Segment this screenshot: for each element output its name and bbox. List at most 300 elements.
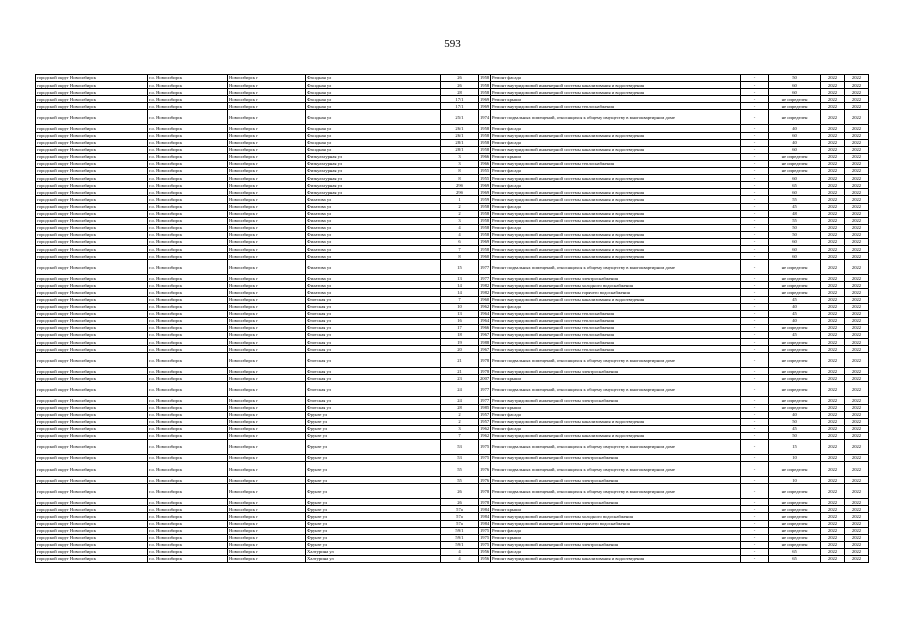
municipality-cell: г.о. Новосибирск [148, 375, 228, 382]
municipality-cell: г.о. Новосибирск [148, 368, 228, 375]
end-year-cell: 2022 [845, 182, 869, 189]
cost-cell: 50 [769, 224, 821, 231]
table-row [36, 317, 869, 324]
work-type-cell: Ремонт внутридомовой инженерной системы теплоснабжения [491, 339, 741, 346]
district-cell: городской округ Новосибирск [36, 404, 148, 411]
cost-cell: 50 [769, 75, 821, 82]
dash-cell: - [741, 534, 769, 541]
house-number-cell: 21 [441, 353, 479, 368]
work-type-cell: Ремонт внутридомовой инженерной системы теплоснабжения [491, 160, 741, 167]
municipality-cell: г.о. Новосибирск [148, 432, 228, 439]
work-type-cell: Ремонт фасада [491, 203, 741, 210]
end-year-cell: 2022 [845, 153, 869, 160]
district-cell: городской округ Новосибирск [36, 282, 148, 289]
house-number-cell: 25/1 [441, 110, 479, 125]
house-number-cell: 28/1 [441, 146, 479, 153]
start-year-cell: 2022 [821, 282, 845, 289]
end-year-cell: 2022 [845, 411, 869, 418]
end-year-cell: 2022 [845, 324, 869, 331]
work-type-cell: Ремонт внутридомовой инженерной системы канализования и водоотведения [491, 231, 741, 238]
build-year-cell: 1969 [480, 182, 490, 188]
cost-cell: не определен [769, 160, 821, 167]
house-number-cell: 14 [441, 282, 479, 289]
cost-cell: не определен [769, 168, 821, 175]
cost-cell: 48 [769, 210, 821, 217]
work-type-cell: Ремонт внутридомовой инженерной системы канализования и водоотведения [491, 146, 741, 153]
house-number-cell: 4 [441, 224, 479, 231]
work-type-cell: Ремонт внутридомовой инженерной системы канализования и водоотведения [491, 132, 741, 139]
city-cell: Новосибирск г [228, 462, 306, 477]
street-cell: Филатова ул [306, 246, 441, 253]
street-cell: Флотская ул [306, 332, 441, 339]
work-type-cell: Ремонт внутридомовой инженерной системы электроснабжения [491, 541, 741, 548]
work-type-cell: Ремонт внутридомовой инженерной системы электроснабжения [491, 499, 741, 506]
build-year-cell: 1958 [480, 246, 490, 252]
work-type-cell: Ремонт крыши [491, 404, 741, 411]
build-year-cell: 1962 [480, 426, 490, 432]
work-type-cell: Ремонт внутридомовой инженерной системы канализования и водоотведения [491, 189, 741, 196]
cost-cell: не определен [769, 462, 821, 477]
cost-cell: 40 [769, 411, 821, 418]
work-type-cell: Ремонт крыши [491, 96, 741, 103]
work-type-cell: Ремонт внутридомовой инженерной системы электроснабжения [491, 397, 741, 404]
work-type-cell: Ремонт крыши [491, 375, 741, 382]
house-number-cell: 7 [441, 246, 479, 253]
table-row [36, 332, 869, 339]
end-year-cell: 2022 [845, 484, 869, 499]
municipality-cell: г.о. Новосибирск [148, 96, 228, 103]
district-cell: городской округ Новосибирск [36, 231, 148, 238]
dash-cell: - [741, 404, 769, 411]
district-cell: городской округ Новосибирск [36, 103, 148, 110]
start-year-cell: 2022 [821, 82, 845, 89]
dash-cell: - [741, 103, 769, 110]
district-cell: городской округ Новосибирск [36, 462, 148, 477]
work-type-cell: Ремонт фасада [491, 125, 741, 132]
district-cell: городской округ Новосибирск [36, 96, 148, 103]
city-cell: Новосибирск г [228, 404, 306, 411]
municipality-cell: г.о. Новосибирск [148, 231, 228, 238]
district-cell: городской округ Новосибирск [36, 534, 148, 541]
end-year-cell: 2022 [845, 110, 869, 125]
dash-cell: - [741, 432, 769, 439]
dash-cell: - [741, 196, 769, 203]
build-year-cell: 1958 [480, 218, 490, 224]
table-row [36, 425, 869, 432]
end-year-cell: 2022 [845, 82, 869, 89]
city-cell: Новосибирск г [228, 418, 306, 425]
city-cell: Новосибирск г [228, 217, 306, 224]
build-year-cell: 1960 [480, 253, 490, 259]
cost-cell: 60 [769, 132, 821, 139]
end-year-cell: 2022 [845, 217, 869, 224]
house-number-cell: 28/1 [441, 139, 479, 146]
work-type-cell: Ремонт фасада [491, 182, 741, 189]
municipality-cell: г.о. Новосибирск [148, 160, 228, 167]
cost-cell: 60 [769, 175, 821, 182]
end-year-cell: 2022 [845, 527, 869, 534]
house-number-cell: 17 [441, 324, 479, 331]
district-cell: городской округ Новосибирск [36, 238, 148, 245]
house-number-cell: 14 [441, 289, 479, 296]
street-cell: Флотская ул [306, 346, 441, 353]
dash-cell: - [741, 189, 769, 196]
street-cell: Фрунзе ул [306, 513, 441, 520]
build-year-cell: 1966 [480, 325, 490, 331]
dash-cell: - [741, 282, 769, 289]
dash-cell: - [741, 82, 769, 89]
house-number-cell: 13 [441, 275, 479, 282]
house-number-cell: 28 [441, 89, 479, 96]
table-row [36, 339, 869, 346]
start-year-cell: 2022 [821, 182, 845, 189]
start-year-cell: 2022 [821, 203, 845, 210]
dash-cell: - [741, 339, 769, 346]
table-row [36, 168, 869, 175]
district-cell: городской округ Новосибирск [36, 224, 148, 231]
work-type-cell: Ремонт внутридомовой инженерной системы канализования и водоотведения [491, 175, 741, 182]
street-cell: Филатова ул [306, 282, 441, 289]
cost-cell: 10 [769, 455, 821, 462]
dash-cell: - [741, 182, 769, 189]
work-type-cell: Ремонт внутридомовой инженерной системы канализования и водоотведения [491, 89, 741, 96]
build-year-cell: 1969 [480, 96, 490, 102]
end-year-cell: 2022 [845, 404, 869, 411]
start-year-cell: 2022 [821, 382, 845, 397]
dash-cell: - [741, 203, 769, 210]
district-cell: городской округ Новосибирск [36, 368, 148, 375]
district-cell: городской округ Новосибирск [36, 353, 148, 368]
municipality-cell: г.о. Новосибирск [148, 455, 228, 462]
table-row [36, 506, 869, 513]
build-year-cell: 1958 [480, 232, 490, 238]
city-cell: Новосибирск г [228, 182, 306, 189]
city-cell: Новосибирск г [228, 153, 306, 160]
city-cell: Новосибирск г [228, 246, 306, 253]
cost-cell: не определен [769, 397, 821, 404]
city-cell: Новосибирск г [228, 499, 306, 506]
table-row [36, 541, 869, 548]
table-row [36, 548, 869, 555]
street-cell: Фасадная ул [306, 82, 441, 89]
city-cell: Новосибирск г [228, 196, 306, 203]
municipality-cell: г.о. Новосибирск [148, 382, 228, 397]
street-cell: Фасадная ул [306, 132, 441, 139]
build-year-cell: 1984 [480, 506, 490, 512]
end-year-cell: 2022 [845, 75, 869, 82]
house-number-cell: 3 [441, 425, 479, 432]
table-body [36, 75, 869, 563]
house-number-cell: 59/1 [441, 527, 479, 534]
table-row [36, 246, 869, 253]
house-number-cell: 26 [441, 82, 479, 89]
build-year-cell: 1957 [480, 419, 490, 425]
district-cell: городской округ Новосибирск [36, 484, 148, 499]
cost-cell: 40 [769, 317, 821, 324]
city-cell: Новосибирск г [228, 146, 306, 153]
district-cell: городской округ Новосибирск [36, 139, 148, 146]
start-year-cell: 2022 [821, 506, 845, 513]
cost-cell: не определен [769, 499, 821, 506]
start-year-cell: 2022 [821, 440, 845, 455]
end-year-cell: 2022 [845, 534, 869, 541]
cost-cell: не определен [769, 103, 821, 110]
end-year-cell: 2022 [845, 103, 869, 110]
municipality-cell: г.о. Новосибирск [148, 196, 228, 203]
city-cell: Новосибирск г [228, 253, 306, 260]
end-year-cell: 2022 [845, 289, 869, 296]
municipality-cell: г.о. Новосибирск [148, 440, 228, 455]
cost-cell: 45 [769, 425, 821, 432]
start-year-cell: 2022 [821, 477, 845, 484]
cost-cell: не определен [769, 506, 821, 513]
district-cell: городской округ Новосибирск [36, 418, 148, 425]
dash-cell: - [741, 168, 769, 175]
table-row [36, 160, 869, 167]
city-cell: Новосибирск г [228, 425, 306, 432]
dash-cell: - [741, 484, 769, 499]
cost-cell: 60 [769, 146, 821, 153]
start-year-cell: 2022 [821, 346, 845, 353]
work-type-cell: Ремонт внутридомовой инженерной системы канализования и водоотведения [491, 210, 741, 217]
dash-cell: - [741, 260, 769, 275]
house-number-cell: 57а [441, 513, 479, 520]
street-cell: Физкультурная ул [306, 160, 441, 167]
build-year-cell: 1964 [480, 311, 490, 317]
municipality-cell: г.о. Новосибирск [148, 139, 228, 146]
house-number-cell: 26 [441, 499, 479, 506]
street-cell: Физкультурная ул [306, 168, 441, 175]
city-cell: Новосибирск г [228, 440, 306, 455]
city-cell: Новосибирск г [228, 289, 306, 296]
cost-cell: 65 [769, 555, 821, 562]
end-year-cell: 2022 [845, 224, 869, 231]
build-year-cell: 1960 [480, 296, 490, 302]
cost-cell: 50 [769, 418, 821, 425]
end-year-cell: 2022 [845, 440, 869, 455]
work-type-cell: Ремонт внутридомовой инженерной системы холодного водоснабжения [491, 513, 741, 520]
house-number-cell: 1 [441, 196, 479, 203]
street-cell: Фасадная ул [306, 146, 441, 153]
work-type-cell: Ремонт внутридомовой инженерной системы холодного водоснабжения [491, 282, 741, 289]
house-number-cell: 26/1 [441, 125, 479, 132]
dash-cell: - [741, 555, 769, 562]
municipality-cell: г.о. Новосибирск [148, 541, 228, 548]
municipality-cell: г.о. Новосибирск [148, 339, 228, 346]
end-year-cell: 2022 [845, 368, 869, 375]
start-year-cell: 2022 [821, 160, 845, 167]
start-year-cell: 2022 [821, 175, 845, 182]
dash-cell: - [741, 346, 769, 353]
district-cell: городской округ Новосибирск [36, 397, 148, 404]
dash-cell: - [741, 132, 769, 139]
table-row [36, 139, 869, 146]
start-year-cell: 2022 [821, 275, 845, 282]
work-type-cell: Ремонт внутридомовой инженерной системы электроснабжения [491, 275, 741, 282]
end-year-cell: 2022 [845, 96, 869, 103]
street-cell: Фрунзе ул [306, 527, 441, 534]
table-row [36, 103, 869, 110]
end-year-cell: 2022 [845, 332, 869, 339]
street-cell: Филатова ул [306, 210, 441, 217]
build-year-cell: 1978 [480, 499, 490, 505]
cost-cell: не определен [769, 353, 821, 368]
table-row [36, 238, 869, 245]
cost-cell: не определен [769, 513, 821, 520]
dash-cell: - [741, 253, 769, 260]
street-cell: Физкультурная ул [306, 182, 441, 189]
municipality-cell: г.о. Новосибирск [148, 182, 228, 189]
house-number-cell: 59/1 [441, 534, 479, 541]
end-year-cell: 2022 [845, 89, 869, 96]
house-number-cell: 24 [441, 397, 479, 404]
work-type-cell: Ремонт внутридомовой инженерной системы канализования и водоотведения [491, 253, 741, 260]
district-cell: городской округ Новосибирск [36, 210, 148, 217]
dash-cell: - [741, 153, 769, 160]
house-number-cell: 24 [441, 382, 479, 397]
city-cell: Новосибирск г [228, 432, 306, 439]
work-type-cell: Ремонт подвальных помещений, относящихся к общему имуществу в многоквартирном доме [491, 382, 741, 397]
dash-cell: - [741, 175, 769, 182]
start-year-cell: 2022 [821, 196, 845, 203]
end-year-cell: 2022 [845, 462, 869, 477]
dash-cell: - [741, 231, 769, 238]
municipality-cell: г.о. Новосибирск [148, 217, 228, 224]
end-year-cell: 2022 [845, 353, 869, 368]
municipality-cell: г.о. Новосибирск [148, 462, 228, 477]
cost-cell: 65 [769, 182, 821, 189]
city-cell: Новосибирск г [228, 397, 306, 404]
table-row [36, 196, 869, 203]
start-year-cell: 2022 [821, 411, 845, 418]
build-year-cell: 1958 [480, 203, 490, 209]
work-type-cell: Ремонт внутридомовой инженерной системы канализования и водоотведения [491, 217, 741, 224]
table-row [36, 520, 869, 527]
house-number-cell: 53 [441, 455, 479, 462]
district-cell: городской округ Новосибирск [36, 440, 148, 455]
city-cell: Новосибирск г [228, 139, 306, 146]
city-cell: Новосибирск г [228, 541, 306, 548]
cost-cell: 45 [769, 310, 821, 317]
table-row [36, 534, 869, 541]
table-row [36, 296, 869, 303]
street-cell: Фрунзе ул [306, 462, 441, 477]
municipality-cell: г.о. Новосибирск [148, 303, 228, 310]
city-cell: Новосибирск г [228, 375, 306, 382]
dash-cell: - [741, 541, 769, 548]
work-type-cell: Ремонт внутридомовой инженерной системы электроснабжения [491, 477, 741, 484]
end-year-cell: 2022 [845, 432, 869, 439]
municipality-cell: г.о. Новосибирск [148, 238, 228, 245]
start-year-cell: 2022 [821, 555, 845, 562]
district-cell: городской округ Новосибирск [36, 339, 148, 346]
cost-cell: 60 [769, 89, 821, 96]
city-cell: Новосибирск г [228, 520, 306, 527]
house-number-cell: 2 [441, 203, 479, 210]
city-cell: Новосибирск г [228, 175, 306, 182]
work-type-cell: Ремонт внутридомовой инженерной системы канализования и водоотведения [491, 246, 741, 253]
end-year-cell: 2022 [845, 275, 869, 282]
municipality-cell: г.о. Новосибирск [148, 153, 228, 160]
street-cell: Флотская ул [306, 382, 441, 397]
municipality-cell: г.о. Новосибирск [148, 125, 228, 132]
start-year-cell: 2022 [821, 310, 845, 317]
street-cell: Халтурина ул [306, 548, 441, 555]
street-cell: Филатова ул [306, 260, 441, 275]
street-cell: Фрунзе ул [306, 432, 441, 439]
dash-cell: - [741, 289, 769, 296]
cost-cell: 65 [769, 548, 821, 555]
dash-cell: - [741, 317, 769, 324]
house-number-cell: 57а [441, 506, 479, 513]
cost-cell: не определен [769, 534, 821, 541]
end-year-cell: 2022 [845, 168, 869, 175]
municipality-cell: г.о. Новосибирск [148, 310, 228, 317]
city-cell: Новосибирск г [228, 513, 306, 520]
district-cell: городской округ Новосибирск [36, 253, 148, 260]
cost-cell: 60 [769, 253, 821, 260]
municipality-cell: г.о. Новосибирск [148, 103, 228, 110]
start-year-cell: 2022 [821, 324, 845, 331]
start-year-cell: 2022 [821, 548, 845, 555]
district-cell: городской округ Новосибирск [36, 411, 148, 418]
table-row [36, 404, 869, 411]
table-row [36, 432, 869, 439]
house-number-cell: 3 [441, 160, 479, 167]
house-number-cell: 10 [441, 303, 479, 310]
cost-cell: 45 [769, 296, 821, 303]
city-cell: Новосибирск г [228, 125, 306, 132]
street-cell: Филатова ул [306, 196, 441, 203]
street-cell: Фасадная ул [306, 103, 441, 110]
municipality-cell: г.о. Новосибирск [148, 425, 228, 432]
work-type-cell: Ремонт фасада [491, 411, 741, 418]
dash-cell: - [741, 440, 769, 455]
build-year-cell: 1958 [480, 89, 490, 95]
dash-cell: - [741, 238, 769, 245]
end-year-cell: 2022 [845, 303, 869, 310]
dash-cell: - [741, 89, 769, 96]
district-cell: городской округ Новосибирск [36, 555, 148, 562]
house-number-cell: 16 [441, 317, 479, 324]
cost-cell: не определен [769, 520, 821, 527]
city-cell: Новосибирск г [228, 506, 306, 513]
start-year-cell: 2022 [821, 404, 845, 411]
district-cell: городской округ Новосибирск [36, 160, 148, 167]
start-year-cell: 2022 [821, 139, 845, 146]
municipality-cell: г.о. Новосибирск [148, 246, 228, 253]
house-number-cell: 55 [441, 462, 479, 477]
dash-cell: - [741, 224, 769, 231]
cost-cell: не определен [769, 153, 821, 160]
build-year-cell: 1958 [480, 75, 490, 81]
start-year-cell: 2022 [821, 527, 845, 534]
dash-cell: - [741, 425, 769, 432]
street-cell: Фрунзе ул [306, 440, 441, 455]
house-number-cell: 7 [441, 296, 479, 303]
city-cell: Новосибирск г [228, 282, 306, 289]
work-type-cell: Ремонт внутридомовой инженерной системы горячего водоснабжения [491, 520, 741, 527]
house-number-cell: 29б [441, 182, 479, 189]
cost-cell: 60 [769, 82, 821, 89]
table-row [36, 440, 869, 455]
start-year-cell: 2022 [821, 520, 845, 527]
district-cell: городской округ Новосибирск [36, 153, 148, 160]
street-cell: Фрунзе ул [306, 506, 441, 513]
cost-cell: 60 [769, 246, 821, 253]
street-cell: Фасадная ул [306, 75, 441, 82]
district-cell: городской округ Новосибирск [36, 182, 148, 189]
